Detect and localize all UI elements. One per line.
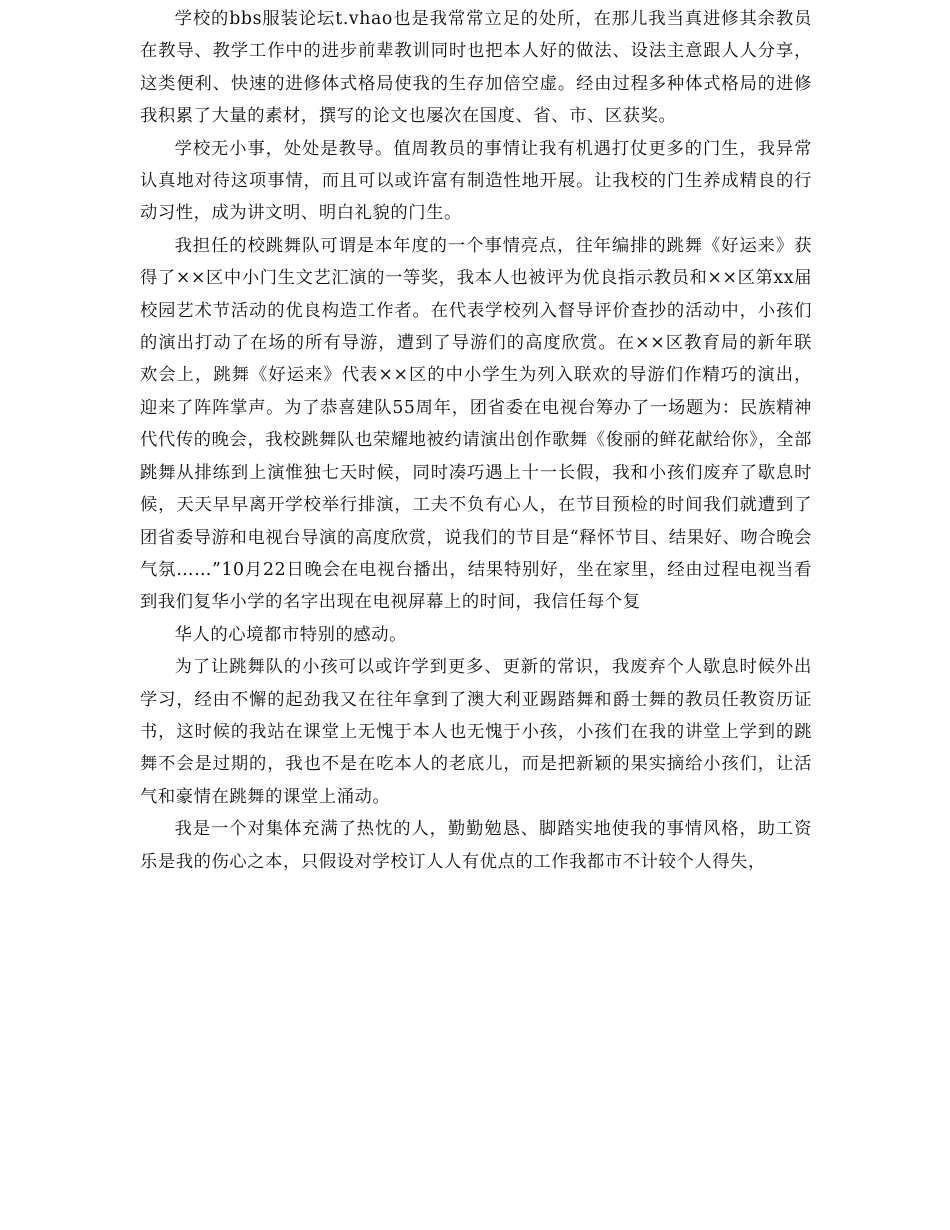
paragraph-bbs-forum: 学校的bbs服装论坛t.vhao也是我常常立足的处所，在那儿我当真进修其余教员在教导、教学工作中的进步前辈教训同时也把本人好的做法、设法主意跟人人分享，这类便利、快速的进修体式格局使我的生存加倍空虚。经由过程多种体式格局的进修我积累了大量的素材，撰写的论文也屡次在国度、省、市、区获奖。	[140, 9, 812, 127]
paragraph-duty-teacher: 学校无小事，处处是教导。值周教员的事情让我有机遇打仗更多的门生，我异常认真地对待这项事情，而且可以或许富有制造性地开展。让我校的门生养成精良的行动习性，成为讲文明、明白礼貌的门生。	[140, 138, 812, 224]
paragraph-dance-team: 我担任的校跳舞队可谓是本年度的一个事情亮点，往年编排的跳舞《好运来》获得了××区中小门生文艺汇演的一等奖，我本人也被评为优良指示教员和××区第xx届校园艺术节活动的优良构造工作者。在代表学校列入督导评价查抄的活动中，小孩们的演出打动了在场的所有导游，遭到了导游们的高度欣赏。在××区教育局的新年联欢会上，跳舞《好运来》代表××区的中小学生为列入联欢的导游们作精巧的演出，迎来了阵阵掌声。为了恭喜建队55周年，团省委在电视台筹办了一场题为：民族精神代代传的晚会，我校跳舞队也荣耀地被约请演出创作歌舞《俊丽的鲜花献给你》，全部跳舞从排练到上演惟独七天时候，同时凑巧遇上十一长假，我和小孩们废弃了歇息时候，天天早早离开学校举行排演，工夫不负有心人，在节目预检的时间我们就遭到了团省委导游和电视台导演的高度欣赏，说我们的节目是“释怀节目、结果好、吻合晚会气氛……”10月22日晚会在电视台播出，结果特别好，坐在家里，经由过程电视当看到我们复华小学的名字出现在电视屏幕上的时间，我信任每个复	[140, 235, 812, 613]
document-body	[140, 3, 812, 878]
paragraph-continuation: 华人的心境都市特别的感动。	[174, 624, 408, 645]
paragraph-further-study: 为了让跳舞队的小孩可以或许学到更多、更新的常识，我废弃个人歇息时候外出学习，经由不懈的起劲我又在往年拿到了澳大利亚踢踏舞和爵士舞的教员任教资历证书，这时候的我站在课堂上无愧于本人也无愧于小孩，小孩们在我的讲堂上学到的跳舞不会是过期的，我也不是在吃本人的老底儿，而是把新颖的果实摘给小孩们，让活气和豪情在跳舞的课堂上涌动。	[140, 657, 812, 807]
paragraph-collective-spirit: 我是一个对集体充满了热忱的人，勤勤勉恳、脚踏实地使我的事情风格，助工资乐是我的伤心之本，只假设对学校订人人有优点的工作我都市不计较个人得失，	[140, 819, 812, 872]
